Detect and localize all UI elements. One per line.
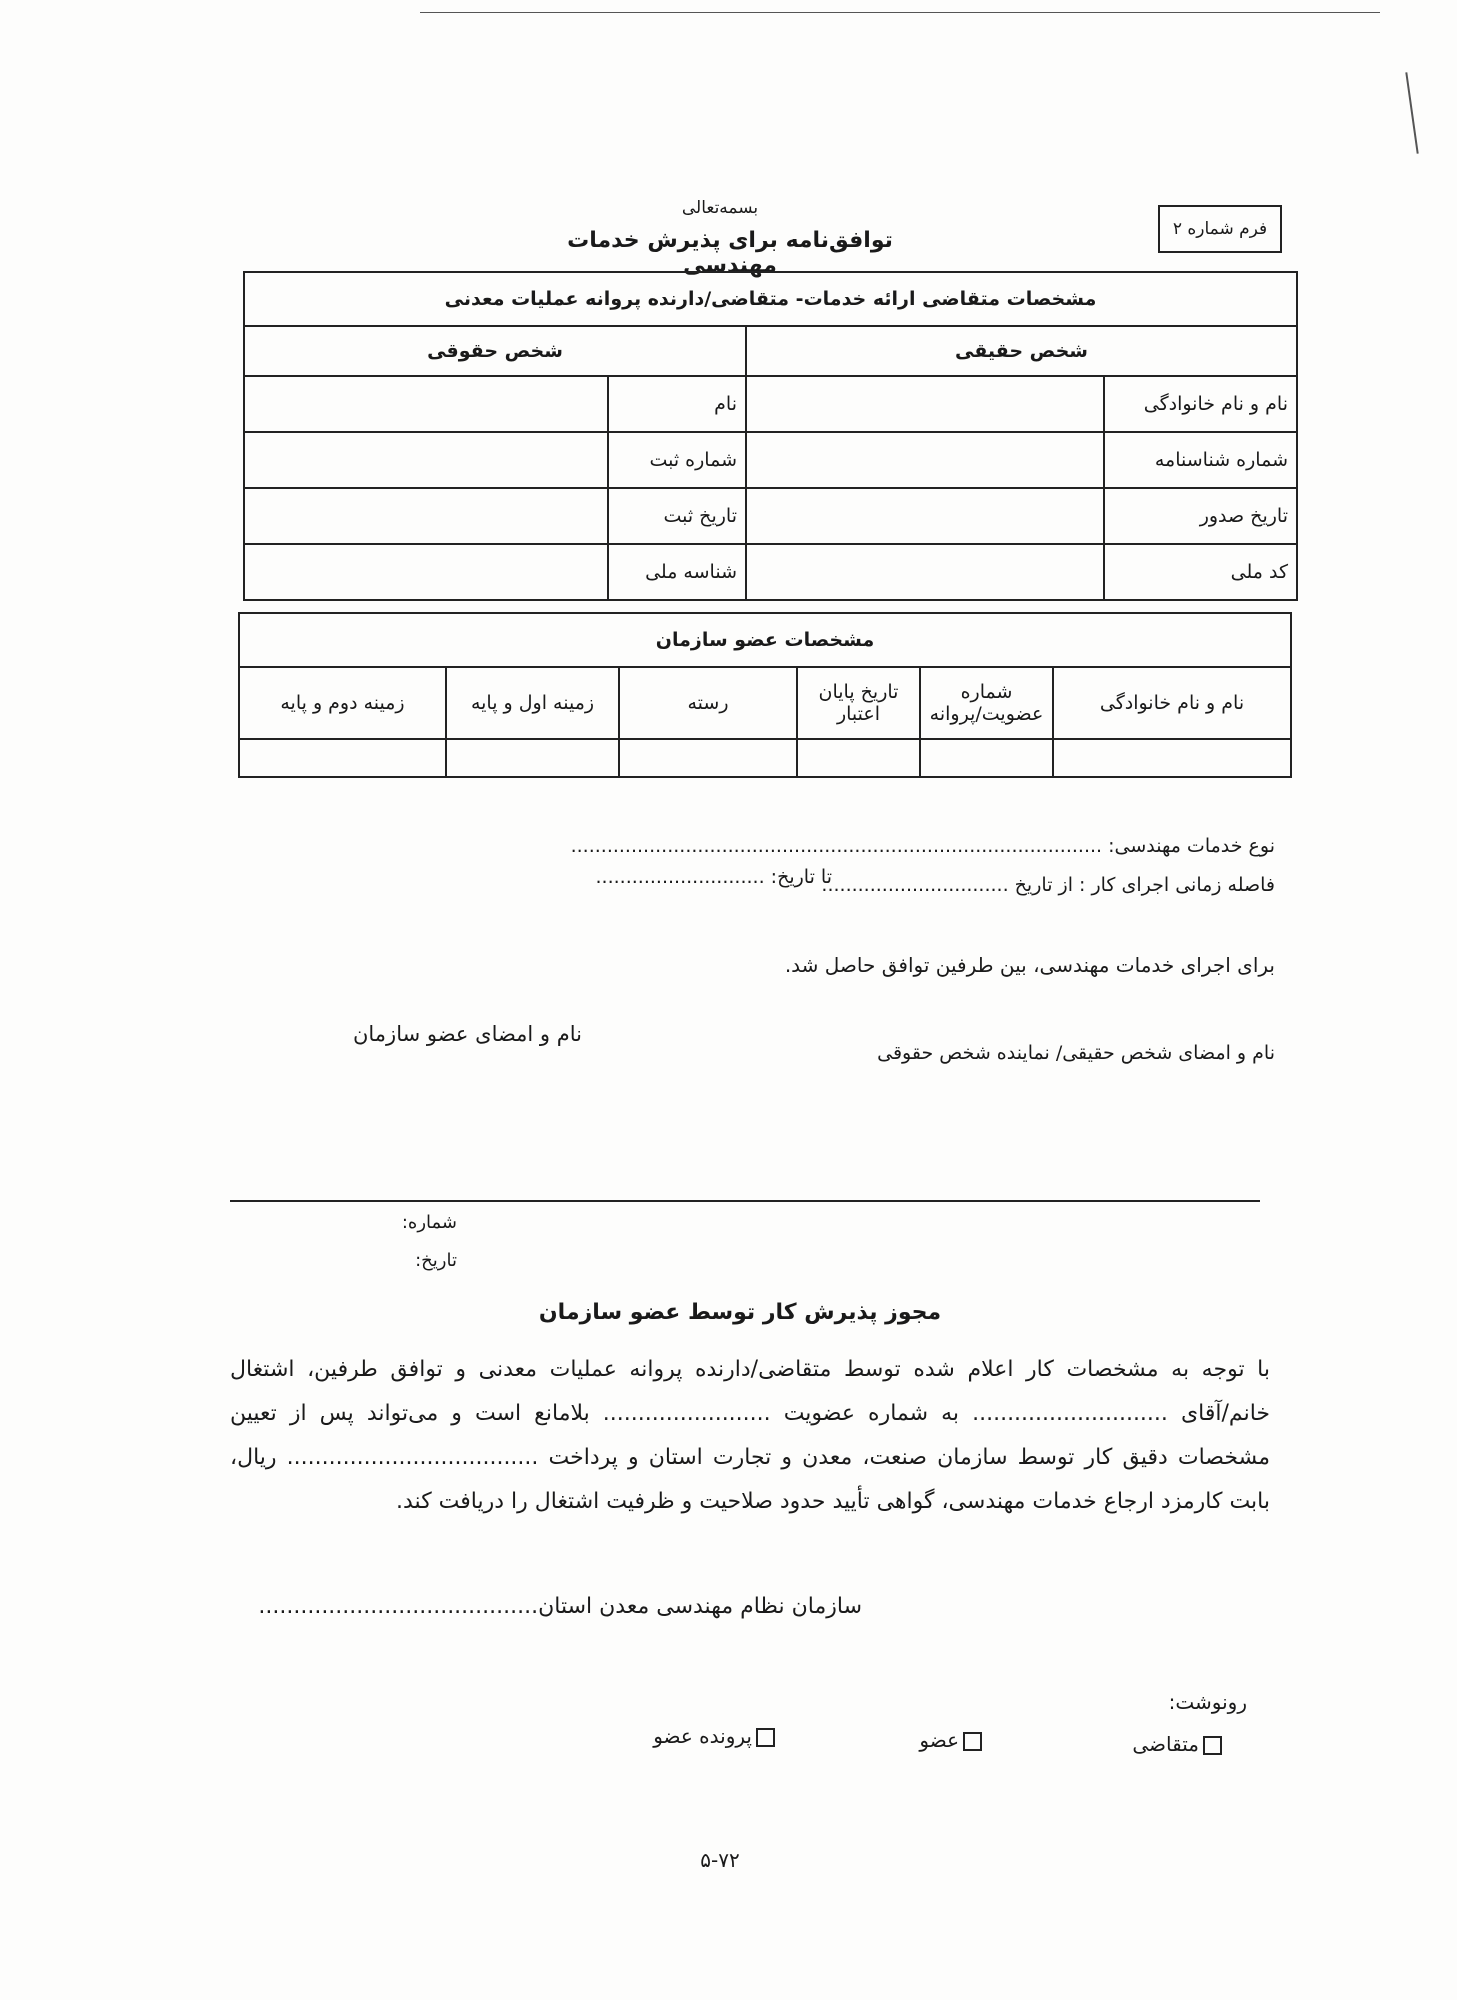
form-number: فرم شماره ۲ bbox=[1172, 219, 1268, 239]
copies-label: رونوشت: bbox=[1168, 1690, 1247, 1714]
member-col-category: رسته bbox=[619, 667, 797, 739]
legal-label-name: نام bbox=[608, 376, 746, 432]
legal-label-registration-number: شماره ثبت bbox=[608, 432, 746, 488]
natural-value-issue-date bbox=[746, 488, 1104, 544]
member-cell bbox=[1053, 739, 1291, 777]
natural-label-national-code: کد ملی bbox=[1104, 544, 1297, 600]
copy-item-label: عضو bbox=[919, 1728, 959, 1752]
page-title: توافق‌نامه برای پذیرش خدمات مهندسی bbox=[567, 228, 893, 278]
applicant-signature-label: نام و امضای شخص حقیقی/ نماینده شخص حقوقی bbox=[877, 1042, 1275, 1064]
member-cell bbox=[239, 739, 446, 777]
applicant-table bbox=[243, 271, 1298, 601]
legal-value-name bbox=[244, 376, 608, 432]
permit-paragraph bbox=[230, 1348, 1270, 1524]
period-to-field: تا تاریخ: ............................ bbox=[595, 866, 832, 888]
permit-line: بابت کارمزد ارجاع خدمات مهندسی، گواهی تأیید حدود صلاحیت و ظرفیت اشتغال را دریافت کند. bbox=[396, 1489, 1270, 1514]
service-type-field: نوع خدمات مهندسی: ........................................................................................ bbox=[570, 835, 1275, 857]
legal-label-national-id: شناسه ملی bbox=[608, 544, 746, 600]
permit-number-label: شماره: bbox=[401, 1212, 457, 1233]
section-divider bbox=[230, 1200, 1260, 1202]
copy-item-member bbox=[919, 1728, 982, 1752]
member-col-first-field: زمینه اول و پایه bbox=[446, 667, 619, 739]
natural-person-header: شخص حقیقی bbox=[746, 326, 1297, 376]
legal-value-national-id bbox=[244, 544, 608, 600]
member-cell bbox=[619, 739, 797, 777]
member-signature-label: نام و امضای عضو سازمان bbox=[352, 1022, 582, 1046]
copy-item-label: متقاضی bbox=[1132, 1732, 1199, 1756]
page-number: ۵-۷۲ bbox=[700, 1848, 740, 1872]
member-cell bbox=[920, 739, 1053, 777]
natural-value-name bbox=[746, 376, 1104, 432]
natural-value-id-number bbox=[746, 432, 1104, 488]
org-label: سازمان نظام مهندسی معدن استان........................................ bbox=[258, 1594, 862, 1619]
checkbox-member-file[interactable] bbox=[756, 1728, 775, 1747]
natural-label-name: نام و نام خانوادگی bbox=[1104, 376, 1297, 432]
agreement-text: برای اجرای خدمات مهندسی، بین طرفین توافق حاصل شد. bbox=[784, 953, 1275, 977]
legal-person-header: شخص حقوقی bbox=[244, 326, 746, 376]
member-col-name: نام و نام خانوادگی bbox=[1053, 667, 1291, 739]
permit-title: مجوز پذیرش کار توسط عضو سازمان bbox=[538, 1300, 942, 1325]
legal-label-registration-date: تاریخ ثبت bbox=[608, 488, 746, 544]
bismillah: بسمه‌تعالی bbox=[681, 198, 759, 218]
member-col-second-field: زمینه دوم و پایه bbox=[239, 667, 446, 739]
member-cell bbox=[446, 739, 619, 777]
form-number-box bbox=[1158, 205, 1282, 253]
legal-value-registration-date bbox=[244, 488, 608, 544]
natural-label-issue-date: تاریخ صدور bbox=[1104, 488, 1297, 544]
period-from-field: فاصله زمانی اجرای کار : از تاریخ ............................... bbox=[821, 874, 1275, 896]
permit-date-label: تاریخ: bbox=[415, 1250, 457, 1271]
member-table bbox=[238, 612, 1292, 778]
member-cell bbox=[797, 739, 920, 777]
scan-artifact-top-line bbox=[420, 12, 1380, 13]
scan-artifact-edge-mark bbox=[1405, 72, 1418, 153]
copy-item-label: پرونده عضو bbox=[653, 1724, 752, 1748]
checkbox-applicant[interactable] bbox=[1203, 1736, 1222, 1755]
applicant-table-title: مشخصات متقاضی ارائه خدمات- متقاضی/دارنده پروانه عملیات معدنی bbox=[244, 272, 1297, 326]
natural-label-id-number: شماره شناسنامه bbox=[1104, 432, 1297, 488]
member-col-membership-number: شماره عضویت/پروانه bbox=[920, 667, 1053, 739]
copy-item-member-file bbox=[653, 1724, 775, 1748]
checkbox-member[interactable] bbox=[963, 1732, 982, 1751]
member-table-title: مشخصات عضو سازمان bbox=[239, 613, 1291, 667]
permit-line: با توجه به مشخصات کار اعلام شده توسط متقاضی/دارنده پروانه عملیات معدنی و توافق طرفین، اشتغال bbox=[230, 1357, 1270, 1382]
copy-item-applicant bbox=[1132, 1732, 1222, 1756]
member-col-expiry-date: تاریخ پایان اعتبار bbox=[797, 667, 920, 739]
permit-line: مشخصات دقیق کار توسط سازمان صنعت، معدن و تجارت استان و پرداخت .................................... ریال، bbox=[230, 1445, 1270, 1470]
permit-line: خانم/آقای ............................ به شماره عضویت ........................ بلامانع است و می‌تواند پس از تعیین bbox=[230, 1401, 1270, 1426]
natural-value-national-code bbox=[746, 544, 1104, 600]
legal-value-registration-number bbox=[244, 432, 608, 488]
